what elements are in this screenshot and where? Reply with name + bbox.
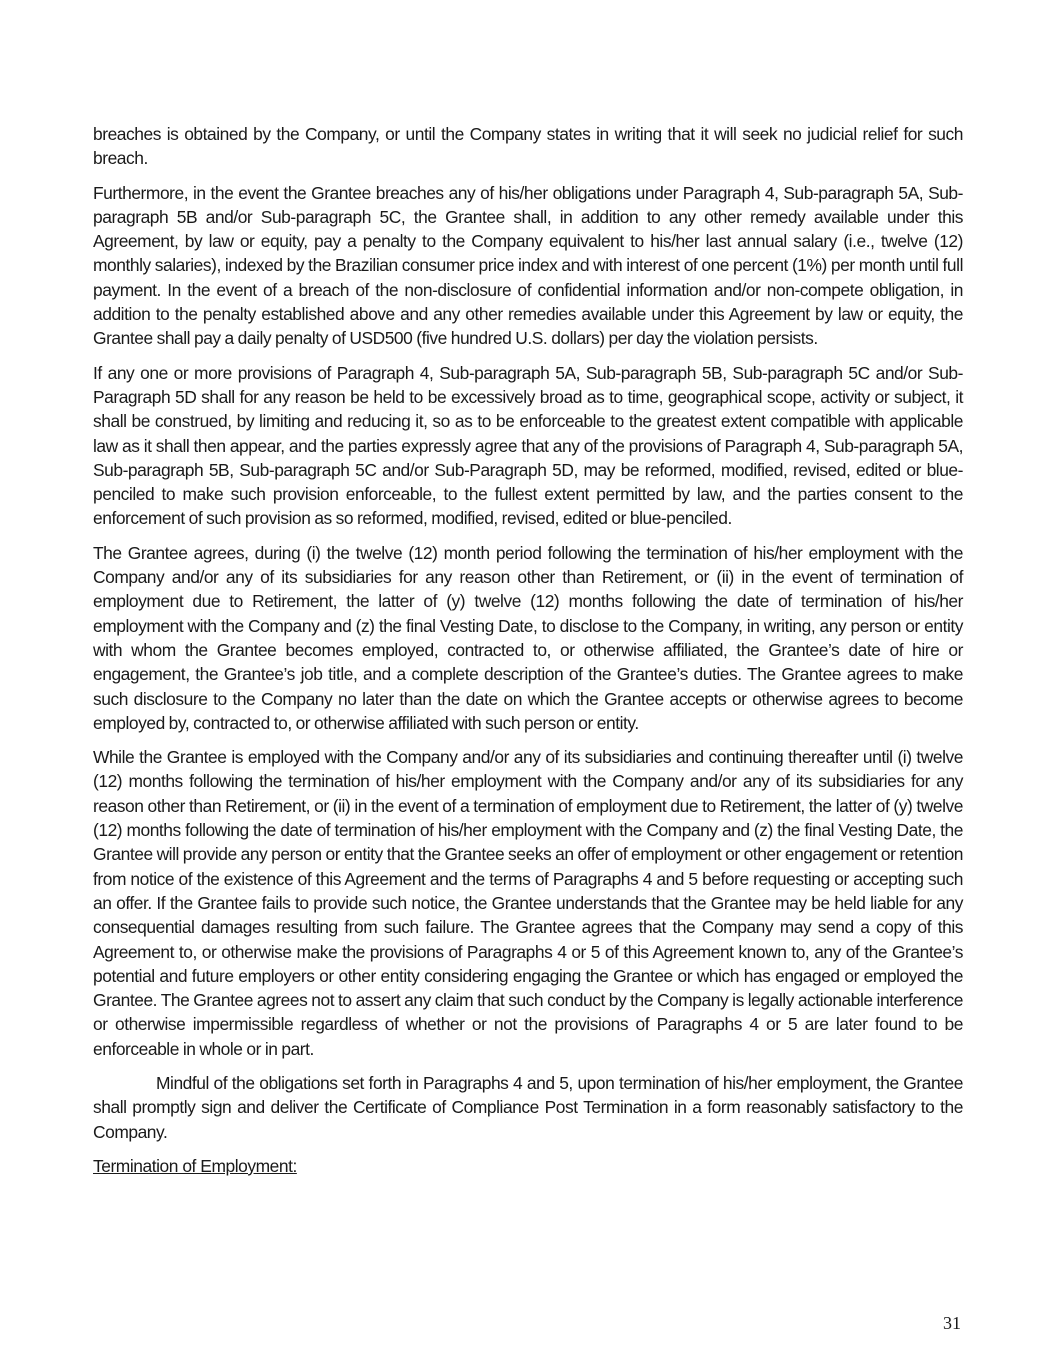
paragraph-certificate-of-compliance: Mindful of the obligations set forth in Paragraphs 4 and 5, upon termination of his/her employment, the Grantee shall promptly sign and deliver the Certificate of Compliance Post Termination in a form reasonably satisfactory to the Company. [93, 1072, 963, 1142]
paragraph-disclosure: The Grantee agrees, during (i) the twelve (12) month period following the termination of his/her employment with the Company and/or any of its subsidiaries for any reason other than Retirement, or (ii) in the event of termination of employment due to Retirement, the latter of (y) twelve (12) months following the date of termination of his/her employment with the Company and (z) the final Vesting Date, to disclose to the Company, in writing, any person or entity with whom the Grantee becomes employed, contracted to, or otherwise affiliated, the Grantee’s date of hire or engagement, the Grantee’s job title, and a complete description of the Grantee’s duties. The Grantee agrees to make such disclosure to the Company no later than the date on which the Grantee accepts or otherwise agrees to become employed by, contracted to, or otherwise affiliated with such person or entity. [93, 542, 963, 733]
paragraph-judicial-relief: breaches is obtained by the Company, or until the Company states in writing that it will seek no judicial relief for such breach. [93, 124, 963, 169]
paragraph-enforceability: If any one or more provisions of Paragraph 4, Sub-paragraph 5A, Sub-paragraph 5B, Sub-paragraph 5C and/or Sub-Paragraph 5D shall for any reason be held to be excessively broad as to time, geographical scope, activity or subject, it shall be construed, by limiting and reducing it, so as to be enforceable to the greatest extent compatible with applicable law as it shall then appear, and the parties expressly agree that any of the provisions of Paragraph 4, Sub-paragraph 5A, Sub-paragraph 5B, Sub-paragraph 5C and/or Sub-Paragraph 5D, may be reformed, modified, revised, edited or blue-penciled to make such provision enforceable, to the fullest extent permitted by law, and the parties consent to the enforcement of such provision as so reformed, modified, revised, edited or blue-penciled. [93, 362, 963, 529]
paragraph-penalty: Furthermore, in the event the Grantee breaches any of his/her obligations under Paragraph 4, Sub-paragraph 5A, Sub-paragraph 5B and/or Sub-paragraph 5C, the Grantee shall, in addition to any other remedy available under this Agreement, by law or equity, pay a penalty to the Company equivalent to his/her last annual salary (i.e., twelve (12) monthly salaries), indexed by the Brazilian consumer price index and with interest of one percent (1%) per month until full payment. In the event of a breach of the non-disclosure of confidential information and/or non-compete obligation, in addition to the penalty established above and any other remedies available under this Agreement by law or equity, the Grantee shall pay a daily penalty of USD500 (five hundred U.S. dollars) per day the violation persists. [93, 182, 963, 349]
page-number: 31 [943, 1313, 961, 1333]
paragraph-notice-to-employers: While the Grantee is employed with the Company and/or any of its subsidiaries and continuing thereafter until (i) twelve (12) months following the termination of his/her employment with the Company and/or any of its subsidiaries for any reason other than Retirement, or (ii) in the event of a termination of employment due to Retirement, the latter of (y) twelve (12) months following the date of termination of his/her employment with the Company and (z) the final Vesting Date, the Grantee will provide any person or entity that the Grantee seeks an offer of employment or other engagement or retention from notice of the existence of this Agreement and the terms of Paragraphs 4 and 5 before requesting or accepting such an offer. If the Grantee fails to provide such notice, the Grantee understands that the Grantee may be held liable for any consequential damages resulting from such failure. The Grantee agrees that the Company may send a copy of this Agreement to, or otherwise make the provisions of Paragraphs 4 or 5 of this Agreement known to, any of the Grantee’s potential and future employers or other entity considering engaging the Grantee or which has engaged or employed the Grantee. The Grantee agrees not to assert any claim that such conduct by the Company is legally actionable interference or otherwise impermissible regardless of whether or not the provisions of Paragraphs 4 or 5 are later found to be enforceable in whole or in part. [93, 747, 964, 1059]
section-heading-termination: Termination of Employment: [93, 1155, 297, 1176]
document-body [93, 122, 963, 1178]
